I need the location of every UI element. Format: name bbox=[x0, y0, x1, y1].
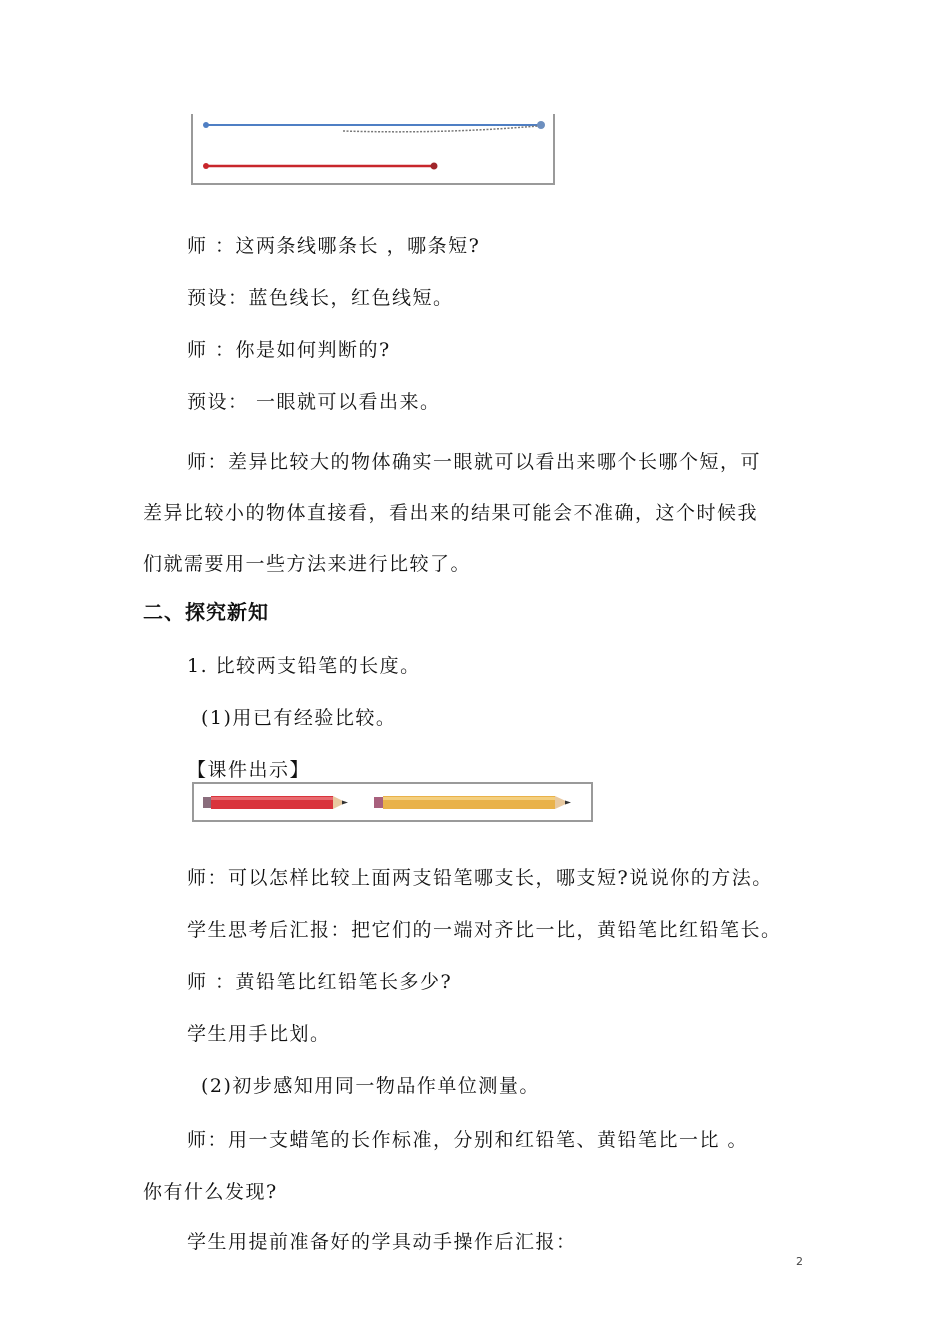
teacher-instruction-line-1: 师：用一支蜡笔的长作标准，分别和红铅笔、黄铅笔比一比 。 bbox=[187, 1129, 749, 1151]
teacher-question-3: 师：可以怎样比较上面两支铅笔哪支长，哪支短?说说你的方法。 bbox=[187, 867, 773, 889]
subsection-1b: (2)初步感知用同一物品作单位测量。 bbox=[201, 1075, 540, 1097]
teacher-question-1: 师 ：这两条线哪条长 ，哪条短? bbox=[187, 235, 481, 257]
lines-figure bbox=[191, 114, 555, 185]
red-line-end bbox=[431, 163, 438, 170]
teacher-instruction-line-2: 你有什么发现? bbox=[143, 1181, 278, 1203]
subsection-1a: (1)用已有经验比较。 bbox=[201, 707, 397, 729]
blue-line-curve bbox=[343, 126, 538, 132]
student-report-2: 学生用提前准备好的学具动手操作后汇报： bbox=[187, 1231, 577, 1253]
page-number: 2 bbox=[796, 1255, 803, 1268]
yellow-pencil bbox=[374, 796, 571, 809]
teacher-explain-line-1: 师：差异比较大的物体确实一眼就可以看出来哪个长哪个短，可 bbox=[187, 451, 762, 473]
pencils-figure bbox=[192, 782, 593, 822]
blue-line-end bbox=[537, 121, 545, 129]
teacher-question-2: 师 ：你是如何判断的? bbox=[187, 339, 391, 361]
teacher-explain-line-3: 们就需要用一些方法来进行比较了。 bbox=[143, 553, 472, 575]
pencils-svg bbox=[194, 784, 591, 820]
subsection-1: 1. 比较两支铅笔的长度。 bbox=[187, 655, 421, 677]
section-heading: 二、探究新知 bbox=[143, 600, 269, 624]
teacher-explain-line-2: 差异比较小的物体直接看，看出来的结果可能会不准确，这个时候我 bbox=[143, 502, 759, 524]
student-action: 学生用手比划。 bbox=[187, 1023, 331, 1045]
red-line-start bbox=[203, 163, 209, 169]
student-report-1: 学生思考后汇报：把它们的一端对齐比一比，黄铅笔比红铅笔长。 bbox=[187, 919, 782, 941]
teacher-question-4: 师 ：黄铅笔比红铅笔长多少? bbox=[187, 971, 453, 993]
preset-answer-1: 预设：蓝色线长，红色线短。 bbox=[187, 287, 454, 309]
preset-answer-2: 预设： 一眼就可以看出来。 bbox=[187, 391, 441, 413]
blue-line-start bbox=[203, 122, 209, 128]
lines-svg bbox=[193, 114, 553, 183]
red-pencil bbox=[203, 796, 348, 809]
courseware-label: 【课件出示】 bbox=[187, 759, 311, 781]
